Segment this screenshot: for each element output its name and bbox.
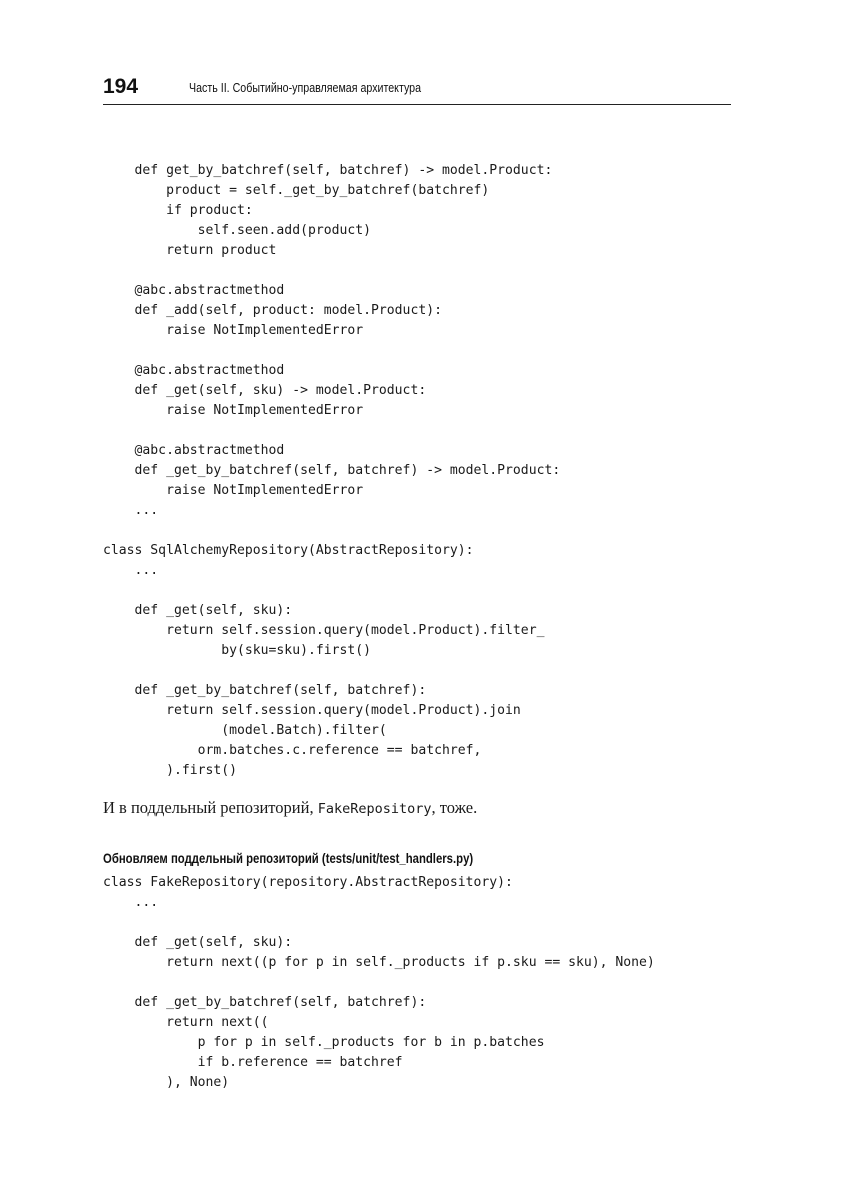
code-block-repository: def get_by_batchref(self, batchref) -> model.Product: product = self._get_by_batchref(batchref) if product: self.seen.add(product) return product @abc.abstractmethod def _add(self, product: model.Product): raise NotImplementedError @abc.abstractmethod def _get(self, sku) -> model.Product: raise NotImplementedError @abc.abstractmethod def _get_by_batchref(self, batchref) -> model.Product: raise NotImplementedError ... class SqlAlchemyRepository(AbstractRepository): ... def _get(self, sku): return self.session.query(model.Product).filter_ by(sku=sku).first() def _get_by_batchref(self, batchref): return self.session.query(model.Product).join (model.Batch).filter( orm.batches.c.reference == batchref, ).first() (103, 163, 561, 778)
code-caption: Обновляем поддельный репозиторий (tests/unit/test_handlers.py) (103, 851, 474, 866)
paragraph-text-after: , тоже. (431, 798, 478, 817)
page-number: 194 (103, 75, 139, 98)
inline-code-fakerepository: FakeRepository (317, 801, 432, 817)
running-title: Часть II. Событийно-управляемая архитектура (189, 80, 422, 95)
paragraph-text-before: И в поддельный репозиторий, (103, 798, 318, 817)
code-block-fake-repository: class FakeRepository(repository.AbstractRepository): ... def _get(self, sku): return next((p for p in self._products if p.sku == sku), None) def _get_by_batchref(self, batchref): return next(( p for p in self._products for b in p.batches if b.reference == batchref ), None) (103, 875, 655, 1090)
page-header (103, 74, 731, 105)
body-paragraph (103, 797, 477, 820)
